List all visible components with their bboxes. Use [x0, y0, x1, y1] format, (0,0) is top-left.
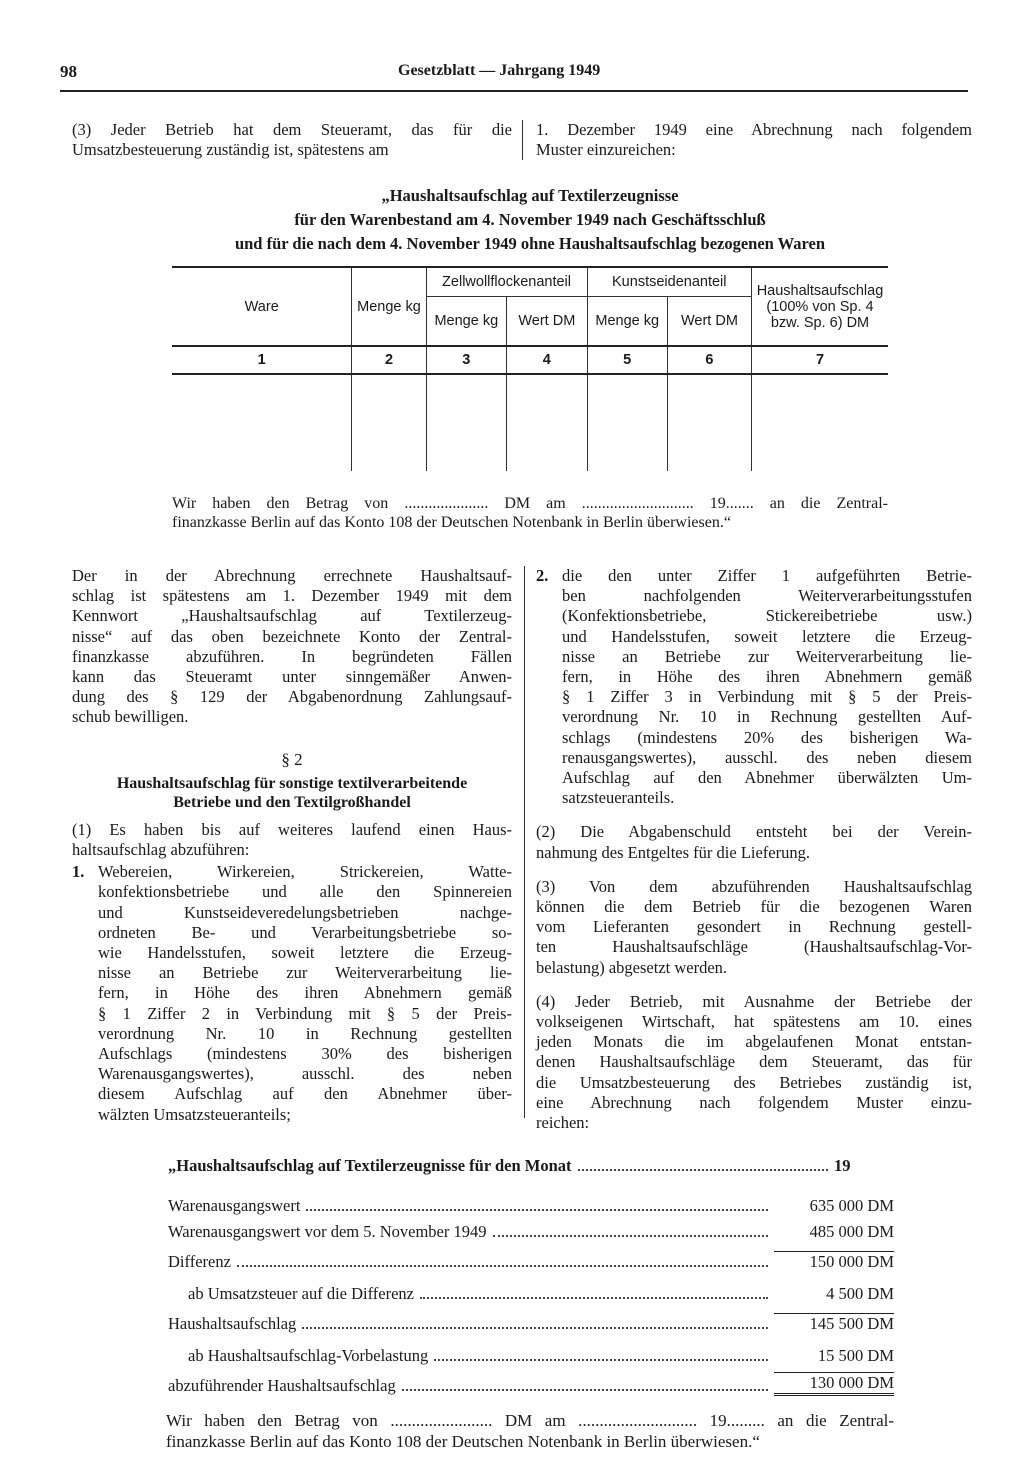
- form1-footer: [172, 494, 888, 532]
- form1-table: [172, 266, 888, 471]
- text-line: fern, in Höhe des ihren Abnehmern gemäß: [562, 667, 972, 687]
- list-item-number: 1.: [72, 862, 85, 882]
- text-line: die Umsatzbesteuerung des Betriebes zuständig ist,: [536, 1072, 972, 1092]
- calc-row-amount: 150 000 DM: [774, 1251, 894, 1272]
- calc-row: [168, 1190, 894, 1216]
- col-menge-header: Menge kg: [352, 267, 426, 346]
- calc-row: [168, 1216, 894, 1242]
- calc-row-amount: 130 000 DM: [774, 1372, 894, 1396]
- text-line: satzsteueranteils.: [562, 788, 675, 808]
- form1-heading: [100, 184, 960, 256]
- text-line: Muster einzureichen:: [536, 140, 676, 160]
- text-line: schlag ist spätestens am 1. Dezember 1949 mit dem: [72, 586, 512, 606]
- title-line: Betriebe und den Textilgroßhandel: [173, 793, 411, 811]
- heading-line: für den Warenbestand am 4. November 1949 nach Geschäftsschluß: [294, 210, 766, 229]
- col-ware-header: Ware: [172, 267, 352, 346]
- text-line: schub bewilligen.: [72, 707, 189, 727]
- text-line: kann das Steueramt unter sinngemäßer Anwen-: [72, 667, 512, 687]
- text-line: (4) Jeder Betrieb, mit Ausnahme der Betriebe der: [536, 991, 972, 1011]
- column-number: 4: [507, 346, 587, 374]
- group-kunstseide-header: Kunstseidenanteil: [587, 267, 751, 297]
- text-line: Wir haben den Betrag von ........................ DM am ............................ 19......... an die Zentral-: [166, 1411, 894, 1430]
- header-rule: [60, 90, 968, 92]
- sub-menge-header: Menge kg: [426, 297, 507, 347]
- paragraph: [72, 820, 512, 860]
- dotted-fill: [420, 1297, 768, 1299]
- text-line: Webereien, Wirkereien, Strickereien, Watte-: [98, 862, 512, 882]
- calc-row-label: Differenz: [168, 1252, 231, 1271]
- text-line: 1. Dezember 1949 eine Abrechnung nach folgendem: [536, 120, 972, 139]
- text-line: Aufschlag auf den Abnehmer überwälzten Um-: [562, 768, 972, 788]
- column-number: 7: [751, 346, 888, 374]
- column-number: 3: [426, 346, 507, 374]
- paragraph: [536, 822, 972, 862]
- calc-row: [168, 1334, 894, 1366]
- text-line: belastung) abgesetzt werden.: [536, 957, 728, 977]
- list-item: [72, 862, 512, 1125]
- calc-row: [168, 1272, 894, 1304]
- calc-row-label: Haushaltsaufschlag: [168, 1314, 297, 1333]
- page-header-title: Gesetzblatt — Jahrgang 1949: [398, 62, 601, 79]
- form2-heading: [168, 1152, 894, 1176]
- text-line: finanzkasse Berlin auf das Konto 108 der Deutschen Notenbank in Berlin überwiesen.“: [166, 1432, 760, 1451]
- text-line: (3) Von dem abzuführenden Haushaltsaufschlag: [536, 876, 972, 896]
- empty-cell: [587, 374, 667, 471]
- group-zellwolle-header: Zellwollflockenanteil: [426, 267, 587, 297]
- text-line: denen Haushaltsaufschläge dem Steueramt, das für: [536, 1052, 972, 1072]
- text-line: § 1 Ziffer 3 in Verbindung mit § 5 der Preis-: [562, 687, 972, 707]
- calc-row: [168, 1242, 894, 1272]
- text-line: Umsatzbesteuerung zuständig ist, spätestens am: [72, 140, 389, 160]
- dotted-fill: [578, 1169, 828, 1171]
- text-line: nahmung des Entgeltes für die Lieferung.: [536, 842, 810, 862]
- text-line: (1) Es haben bis auf weiteres laufend einen Haus-: [72, 819, 512, 839]
- text-line: jeden Monats die im abgelaufenen Monat entstan-: [536, 1032, 972, 1052]
- text-line: fern, in Höhe des ihren Abnehmern gemäß: [98, 983, 512, 1003]
- title-line: Haushaltsaufschlag für sonstige textilverarbeitende: [116, 774, 468, 792]
- text-line: dung des § 129 der Abgabenordnung Zahlungsauf-: [72, 687, 512, 707]
- text-line: ordneten Be- und Verarbeitungsbetriebe so-: [98, 922, 512, 942]
- calc-row-amount: 485 000 DM: [809, 1222, 894, 1241]
- text-line: eine Abrechnung nach folgendem Muster einzu-: [536, 1092, 972, 1112]
- text-line: Der in der Abrechnung errechnete Haushaltsauf-: [72, 566, 512, 585]
- dotted-fill: [237, 1265, 768, 1267]
- text-line: die den unter Ziffer 1 aufgeführten Betrie-: [562, 566, 972, 585]
- dotted-fill: [306, 1209, 768, 1211]
- heading-line: und für die nach dem 4. November 1949 ohne Haushaltsaufschlag bezogenen Waren: [234, 234, 826, 253]
- dotted-fill: [493, 1235, 769, 1237]
- paragraph: [536, 877, 972, 978]
- empty-cell: [507, 374, 587, 471]
- text-line: (2) Die Abgabenschuld entsteht bei der Verein-: [536, 822, 972, 842]
- text-line: schlags (mindestens 20% des bisherigen Wa-: [562, 727, 972, 747]
- calc-row-label: ab Haushaltsaufschlag-Vorbelastung: [188, 1346, 429, 1365]
- calc-row-amount: 635 000 DM: [809, 1196, 894, 1215]
- calc-row: [168, 1304, 894, 1334]
- text-line: § 1 Ziffer 2 in Verbindung mit § 5 der Preis-: [98, 1003, 512, 1023]
- text-line: finanzkasse Berlin auf das Konto 108 der Deutschen Notenbank in Berlin überwiesen.“: [172, 514, 731, 531]
- text-line: reichen:: [536, 1113, 590, 1133]
- column-number: 6: [667, 346, 751, 374]
- text-line: wie Handelsstufen, soweit letztere die Erzeug-: [98, 943, 512, 963]
- sub-wert-header: Wert DM: [667, 297, 751, 347]
- text-line: (Konfektionsbetriebe, Stickereibetriebe usw.): [562, 606, 972, 626]
- text-line: können die dem Betrieb für die bezogenen Waren: [536, 897, 972, 917]
- calc-row: [168, 1366, 894, 1396]
- list-item-number: 2.: [536, 566, 549, 585]
- form2-heading-label: „Haushaltsaufschlag auf Textilerzeugnisse für den Monat: [168, 1156, 572, 1175]
- text-line: vom Lieferanten gesondert in Rechnung gestell-: [536, 917, 972, 937]
- text-line: und Kunstseideveredelungsbetrieben nachge-: [98, 902, 512, 922]
- form2-heading-year: 19: [834, 1156, 851, 1175]
- text-line: Warenausgangswertes), ausschl. des neben: [98, 1064, 512, 1084]
- text-line: volkseigenen Wirtschaft, hat spätestens am 10. eines: [536, 1012, 972, 1032]
- calc-row-label: Warenausgangswert vor dem 5. November 1949: [168, 1222, 487, 1241]
- text-line: haltsaufschlag abzuführen:: [72, 840, 250, 860]
- calc-row-amount: 145 500 DM: [774, 1313, 894, 1334]
- text-line: Wir haben den Betrag von ..................... DM am ............................ 19....... an die Zentral-: [172, 495, 888, 512]
- dotted-fill: [302, 1327, 768, 1329]
- col-haushalt-header: Haushaltsaufschlag (100% von Sp. 4 bzw. Sp. 6) DM: [751, 267, 888, 346]
- text-line: konfektionsbetriebe und alle den Spinnereien: [98, 882, 512, 902]
- heading-line: „Haushaltsaufschlag auf Textilerzeugnisse: [381, 186, 679, 205]
- empty-cell: [172, 374, 352, 471]
- text-line: verordnung Nr. 10 in Rechnung gestellten: [98, 1023, 512, 1043]
- text-line: wälzten Umsatzsteueranteils;: [98, 1104, 291, 1124]
- sub-menge-header: Menge kg: [587, 297, 667, 347]
- column-number: 1: [172, 346, 352, 374]
- section-number: § 2: [281, 749, 303, 769]
- calc-row-label: Warenausgangswert: [168, 1196, 301, 1215]
- calc-row-amount: 4 500 DM: [826, 1284, 894, 1303]
- text-line: diesem Aufschlag auf den Abnehmer über-: [98, 1084, 512, 1104]
- text-line: verordnung Nr. 10 in Rechnung gestellten Auf-: [562, 707, 972, 727]
- left-column: [72, 566, 512, 1125]
- text-line: Aufschlags (mindestens 30% des bisherigen: [98, 1044, 512, 1064]
- column-divider: [522, 120, 523, 160]
- text-line: nisse an Betriebe zur Weiterverarbeitung lie-: [562, 646, 972, 666]
- empty-cell: [667, 374, 751, 471]
- column-number: 2: [352, 346, 426, 374]
- intro-left: [72, 120, 512, 160]
- form2-footer: [166, 1410, 894, 1452]
- text-line: ten Haushaltsaufschläge (Haushaltsaufschlag-Vor-: [536, 937, 972, 957]
- dotted-fill: [434, 1359, 768, 1361]
- paragraph: [72, 566, 512, 728]
- dotted-fill: [402, 1389, 768, 1391]
- section-title: [72, 774, 512, 812]
- empty-cell: [426, 374, 507, 471]
- page-number: 98: [60, 62, 77, 81]
- text-line: renausgangswertes), ausschl. des neben diesem: [562, 747, 972, 767]
- empty-cell: [751, 374, 888, 471]
- form2: [168, 1152, 894, 1396]
- right-column: [536, 566, 972, 1133]
- calc-row-label: ab Umsatzsteuer auf die Differenz: [188, 1284, 415, 1303]
- column-number: 5: [587, 346, 667, 374]
- text-line: und Handelsstufen, soweit letztere die Erzeug-: [562, 626, 972, 646]
- column-divider: [524, 566, 525, 1118]
- text-line: Kennwort „Haushaltsaufschlag auf Textilerzeug-: [72, 606, 512, 626]
- paragraph: [536, 992, 972, 1133]
- text-line: finanzkasse abzuführen. In begründeten Fällen: [72, 646, 512, 666]
- list-item: [536, 566, 972, 808]
- text-line: nisse“ auf das oben bezeichnete Konto der Zentral-: [72, 626, 512, 646]
- calc-row-label: abzuführender Haushaltsaufschlag: [168, 1376, 396, 1395]
- intro-right: [536, 120, 972, 160]
- calc-row-amount: 15 500 DM: [817, 1346, 894, 1365]
- text-line: nisse an Betriebe zur Weiterverarbeitung lie-: [98, 963, 512, 983]
- sub-wert-header: Wert DM: [507, 297, 587, 347]
- text-line: ben nachfolgenden Weiterverarbeitungsstufen: [562, 586, 972, 606]
- empty-cell: [352, 374, 426, 471]
- text-line: (3) Jeder Betrieb hat dem Steueramt, das für die: [72, 120, 512, 139]
